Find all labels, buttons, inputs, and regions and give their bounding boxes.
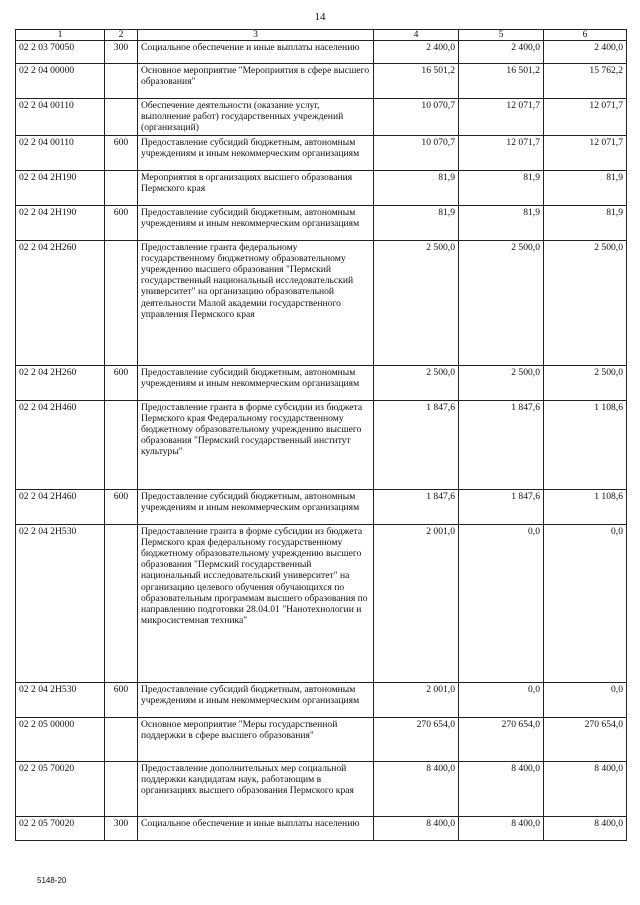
row-expense-type: 600	[105, 135, 138, 170]
row-value-4: 8 400,0	[374, 816, 459, 840]
table-row	[16, 489, 627, 524]
row-expense-type	[105, 240, 138, 365]
row-value-6: 12 071,7	[544, 99, 627, 136]
column-header: 2	[105, 30, 138, 41]
row-name: Социальное обеспечение и иные выплаты населению	[138, 41, 374, 64]
row-value-6: 8 400,0	[544, 816, 627, 840]
row-value-5: 12 071,7	[459, 99, 544, 136]
row-value-4: 1 847,6	[374, 489, 459, 524]
row-expense-type	[105, 761, 138, 816]
row-code: 02 2 03 70050	[16, 41, 105, 64]
row-value-4: 81,9	[374, 170, 459, 205]
row-value-6: 15 762,2	[544, 64, 627, 99]
row-value-4: 10 070,7	[374, 135, 459, 170]
row-code: 02 2 04 2Н260	[16, 240, 105, 365]
page-number: 14	[314, 11, 326, 23]
row-expense-type	[105, 64, 138, 99]
row-value-4: 8 400,0	[374, 761, 459, 816]
row-name: Предоставление субсидий бюджетным, автономным учреждениям и иным некоммерческим организациям	[138, 205, 374, 240]
table-row	[16, 135, 627, 170]
row-name: Основное мероприятие "Мероприятия в сфере высшего образования"	[138, 64, 374, 99]
table-row	[16, 99, 627, 136]
row-code: 02 2 04 2Н530	[16, 682, 105, 717]
row-name: Предоставление гранта в форме субсидии из бюджета Пермского края федеральному государственному бюджетному образовательному учреждению высшего образования "Пермский государственный национальный исследовательский университет" на организацию целевого обучения обучающихся по образовательным программам высшего образования по направлению подготовки 28.04.01 "Нанотехнологии и микросистемная техника"	[138, 524, 374, 682]
row-value-5: 1 847,6	[459, 400, 544, 489]
row-value-5: 81,9	[459, 170, 544, 205]
row-code: 02 2 04 2Н190	[16, 170, 105, 205]
row-value-6: 1 108,6	[544, 489, 627, 524]
row-value-4: 10 070,7	[374, 99, 459, 136]
column-header: 4	[374, 30, 459, 41]
row-value-6: 0,0	[544, 524, 627, 682]
row-value-6: 270 654,0	[544, 717, 627, 761]
row-value-4: 270 654,0	[374, 717, 459, 761]
row-value-5: 8 400,0	[459, 761, 544, 816]
row-value-4: 2 500,0	[374, 365, 459, 400]
row-expense-type: 300	[105, 816, 138, 840]
row-value-4: 2 001,0	[374, 682, 459, 717]
row-value-4: 2 001,0	[374, 524, 459, 682]
column-header: 6	[544, 30, 627, 41]
budget-table	[15, 29, 627, 841]
row-value-5: 1 847,6	[459, 489, 544, 524]
row-name: Предоставление дополнительных мер социальной поддержки кандидатам наук, работающим в организациях высшего образования Пермского края	[138, 761, 374, 816]
column-header: 5	[459, 30, 544, 41]
row-value-5: 0,0	[459, 524, 544, 682]
row-value-6: 8 400,0	[544, 761, 627, 816]
row-value-6: 81,9	[544, 170, 627, 205]
table-row	[16, 400, 627, 489]
row-value-4: 2 400,0	[374, 41, 459, 64]
row-code: 02 2 04 00000	[16, 64, 105, 99]
row-value-4: 81,9	[374, 205, 459, 240]
row-value-5: 2 500,0	[459, 240, 544, 365]
row-code: 02 2 04 2Н460	[16, 400, 105, 489]
row-code: 02 2 04 2Н460	[16, 489, 105, 524]
row-expense-type	[105, 400, 138, 489]
table-row	[16, 240, 627, 365]
row-name: Предоставление субсидий бюджетным, автономным учреждениям и иным некоммерческим организациям	[138, 682, 374, 717]
row-expense-type	[105, 524, 138, 682]
row-name: Предоставление гранта федеральному государственному бюджетному образовательному учреждению высшего образования "Пермский государственный национальный исследовательский университет" на организацию образовательной деятельности Малой академии государственного управления Пермского края	[138, 240, 374, 365]
table-row	[16, 41, 627, 64]
row-value-5: 81,9	[459, 205, 544, 240]
row-name: Основное мероприятие "Меры государственной поддержки в сфере высшего образования"	[138, 717, 374, 761]
row-value-5: 2 400,0	[459, 41, 544, 64]
table-row	[16, 761, 627, 816]
table-row	[16, 64, 627, 99]
row-code: 02 2 05 70020	[16, 761, 105, 816]
document-code: 5148-20	[37, 876, 67, 885]
table-row	[16, 365, 627, 400]
row-name: Социальное обеспечение и иные выплаты населению	[138, 816, 374, 840]
table-row	[16, 205, 627, 240]
row-expense-type: 600	[105, 682, 138, 717]
row-expense-type	[105, 170, 138, 205]
row-value-5: 0,0	[459, 682, 544, 717]
row-name: Предоставление субсидий бюджетным, автономным учреждениям и иным некоммерческим организациям	[138, 135, 374, 170]
header-row	[16, 30, 627, 41]
row-value-6: 81,9	[544, 205, 627, 240]
table-row	[16, 717, 627, 761]
row-code: 02 2 04 00110	[16, 99, 105, 136]
row-value-4: 1 847,6	[374, 400, 459, 489]
row-expense-type: 600	[105, 205, 138, 240]
row-name: Предоставление субсидий бюджетным, автономным учреждениям и иным некоммерческим организациям	[138, 489, 374, 524]
row-code: 02 2 05 00000	[16, 717, 105, 761]
column-header: 3	[138, 30, 374, 41]
row-value-5: 12 071,7	[459, 135, 544, 170]
table-row	[16, 682, 627, 717]
row-code: 02 2 04 2Н190	[16, 205, 105, 240]
row-code: 02 2 05 70020	[16, 816, 105, 840]
row-value-5: 8 400,0	[459, 816, 544, 840]
row-name: Предоставление субсидий бюджетным, автономным учреждениям и иным некоммерческим организациям	[138, 365, 374, 400]
row-value-6: 1 108,6	[544, 400, 627, 489]
row-value-6: 2 500,0	[544, 240, 627, 365]
row-name: Мероприятия в организациях высшего образования Пермского края	[138, 170, 374, 205]
row-value-6: 2 400,0	[544, 41, 627, 64]
row-value-5: 270 654,0	[459, 717, 544, 761]
row-value-5: 16 501,2	[459, 64, 544, 99]
row-value-5: 2 500,0	[459, 365, 544, 400]
row-code: 02 2 04 00110	[16, 135, 105, 170]
row-value-4: 16 501,2	[374, 64, 459, 99]
row-value-6: 2 500,0	[544, 365, 627, 400]
column-header: 1	[16, 30, 105, 41]
table-row	[16, 816, 627, 840]
table-row	[16, 170, 627, 205]
row-value-4: 2 500,0	[374, 240, 459, 365]
row-code: 02 2 04 2Н260	[16, 365, 105, 400]
row-expense-type: 600	[105, 365, 138, 400]
row-value-6: 0,0	[544, 682, 627, 717]
table-row	[16, 524, 627, 682]
row-expense-type	[105, 99, 138, 136]
row-expense-type	[105, 717, 138, 761]
row-name: Обеспечение деятельности (оказание услуг, выполнение работ) государственных учреждений (организаций)	[138, 99, 374, 136]
row-code: 02 2 04 2Н530	[16, 524, 105, 682]
row-expense-type: 600	[105, 489, 138, 524]
row-expense-type: 300	[105, 41, 138, 64]
row-name: Предоставление гранта в форме субсидии из бюджета Пермского края Федеральному государственному бюджетному образовательному учреждению высшего образования "Пермский государственный институт культуры"	[138, 400, 374, 489]
row-value-6: 12 071,7	[544, 135, 627, 170]
